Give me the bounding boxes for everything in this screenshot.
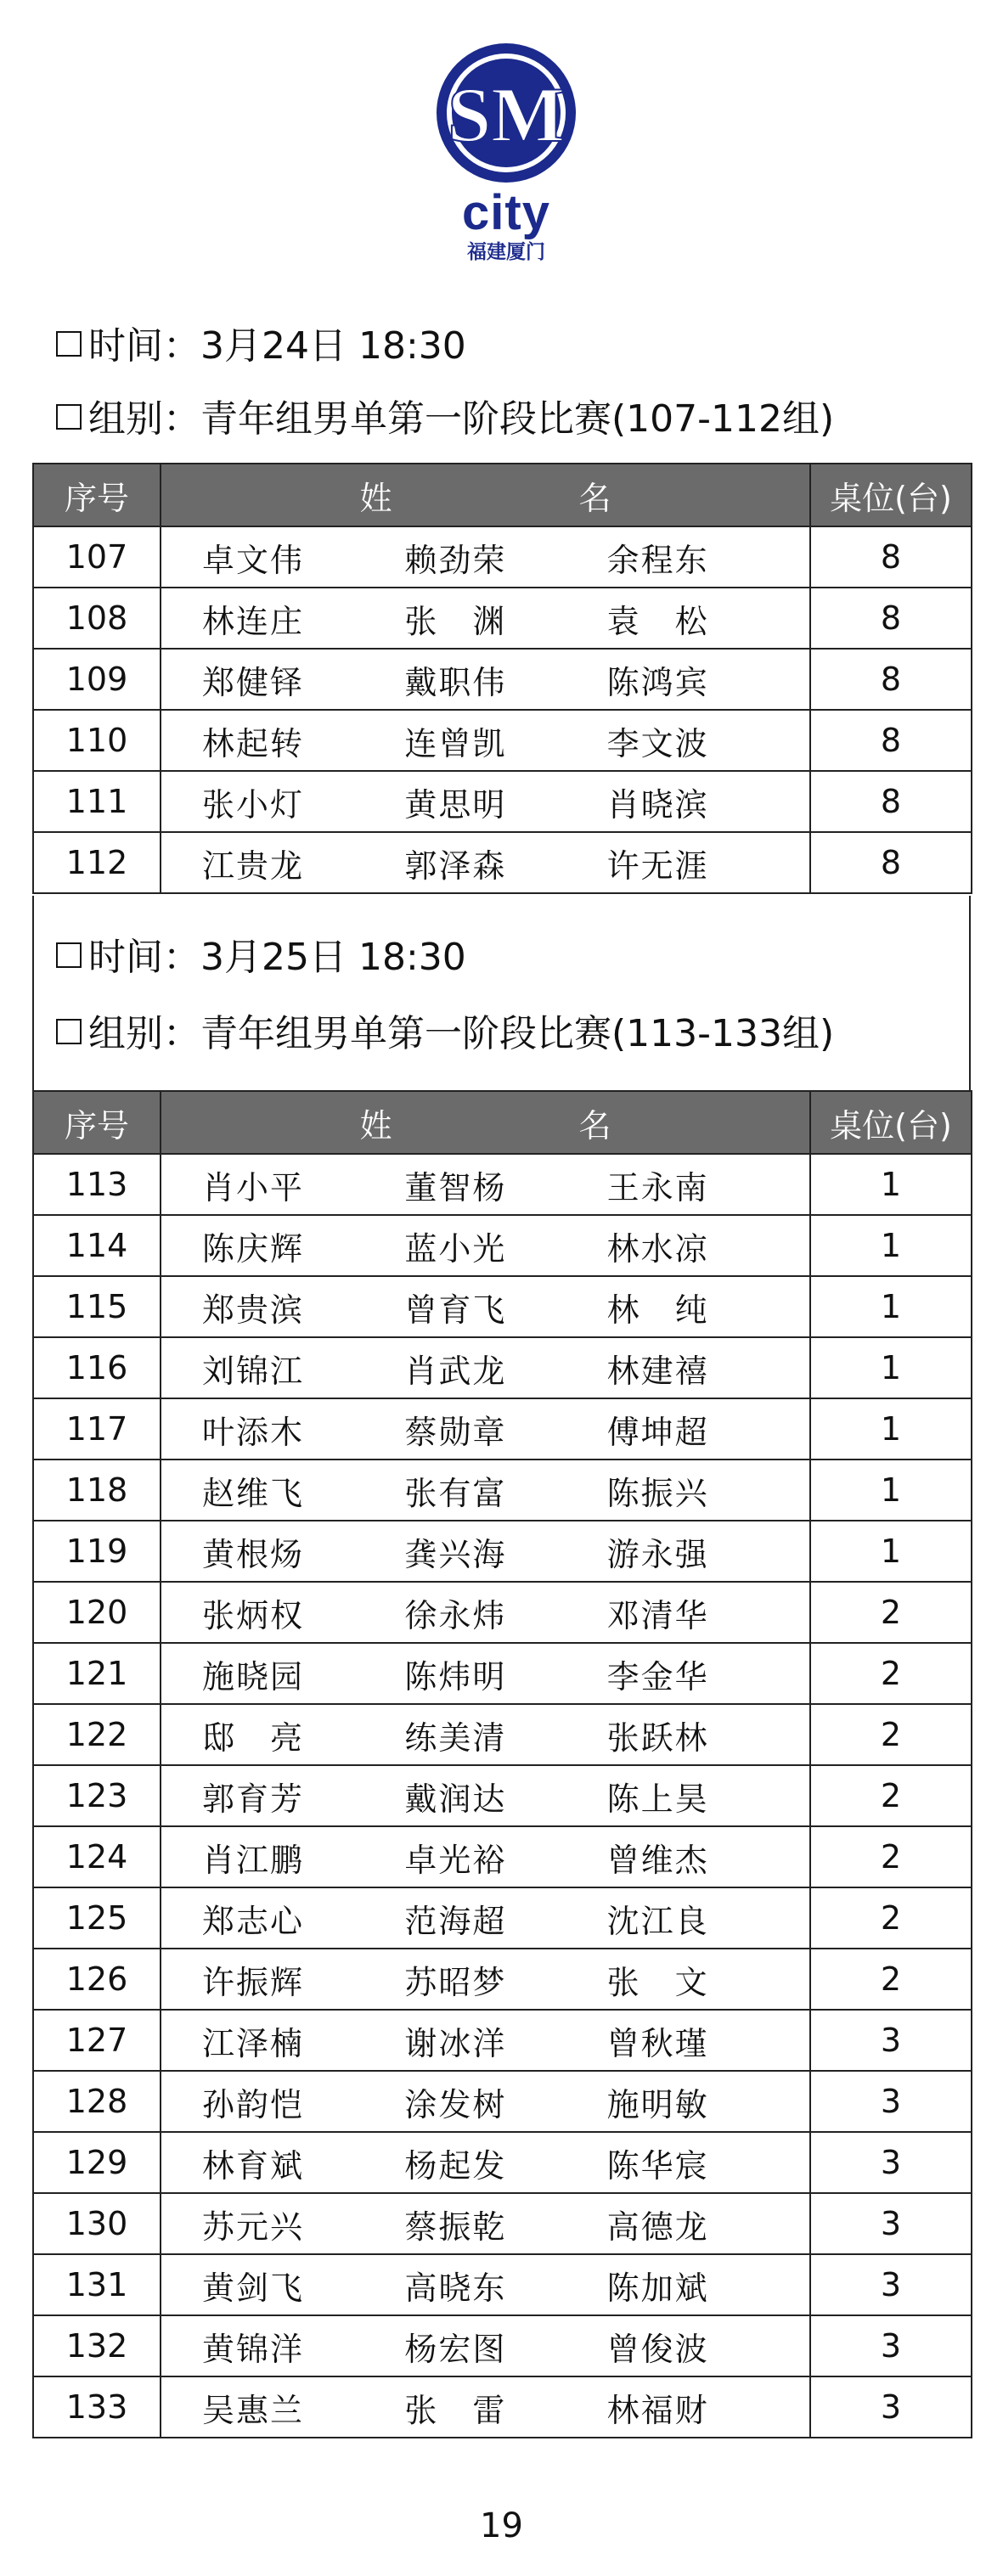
table-row: [33, 649, 972, 710]
player-name: 高晓东: [404, 2269, 507, 2307]
row-table-number: 2: [810, 1887, 972, 1949]
player-name: 叶添木: [202, 1413, 305, 1451]
player-name: 张 文: [606, 1963, 709, 2001]
table-row: [33, 1704, 972, 1765]
table-row: [33, 1887, 972, 1949]
table-row: [33, 1154, 972, 1215]
player-name: 傅坤超: [606, 1413, 709, 1451]
row-number: 132: [33, 2315, 161, 2376]
player-name: 张有富: [404, 1474, 507, 1512]
player-name: 李金华: [606, 1657, 709, 1696]
row-players: [161, 1276, 810, 1337]
row-table-number: 8: [810, 771, 972, 832]
row-number: 117: [33, 1398, 161, 1460]
table-row: [33, 526, 972, 588]
row-number: 126: [33, 1949, 161, 2010]
row-number: 118: [33, 1460, 161, 1521]
row-number: 128: [33, 2071, 161, 2132]
table-row: [33, 1582, 972, 1643]
row-players: [161, 1887, 810, 1949]
player-name: 李文波: [606, 724, 709, 762]
player-name: 连曾凯: [404, 724, 507, 762]
table-row: [33, 1765, 972, 1826]
row-table-number: 2: [810, 1643, 972, 1704]
row-players: [161, 1949, 810, 2010]
player-name: 张小灯: [202, 785, 305, 824]
row-table-number: 1: [810, 1337, 972, 1398]
table-row: [33, 1398, 972, 1460]
player-name: 练美清: [404, 1718, 507, 1757]
row-number: 116: [33, 1337, 161, 1398]
player-name: 邸 亮: [202, 1718, 305, 1757]
player-name: 施晓园: [202, 1657, 305, 1696]
player-name: 许振辉: [202, 1963, 305, 2001]
checkbox-icon: [56, 404, 82, 430]
header-table: 桌位(台): [810, 464, 972, 526]
row-table-number: 1: [810, 1460, 972, 1521]
row-players: [161, 2193, 810, 2254]
player-name: 沈江良: [606, 1902, 709, 1940]
player-name: 陈加斌: [606, 2269, 709, 2307]
sm-logo-icon: [434, 41, 578, 185]
row-table-number: 8: [810, 526, 972, 588]
row-table-number: 3: [810, 2315, 972, 2376]
row-players: [161, 1765, 810, 1826]
player-name: 杨起发: [404, 2146, 507, 2185]
player-name: 郭育芳: [202, 1780, 305, 1818]
player-name: 黄思明: [404, 785, 507, 824]
player-name: 张 渊: [404, 602, 507, 640]
table-row: [33, 1949, 972, 2010]
player-name: 江贵龙: [202, 846, 305, 885]
player-name: 曾俊波: [606, 2330, 709, 2368]
row-players: [161, 2071, 810, 2132]
player-name: 余程东: [606, 541, 709, 579]
player-name: 林 纯: [606, 1291, 709, 1329]
player-name: 刘锦江: [202, 1352, 305, 1390]
row-number: 109: [33, 649, 161, 710]
row-number: 133: [33, 2376, 161, 2438]
row-number: 108: [33, 588, 161, 649]
row-table-number: 8: [810, 832, 972, 893]
row-table-number: 2: [810, 1826, 972, 1887]
header-name: 姓 名: [161, 464, 810, 526]
player-name: 范海超: [404, 1902, 507, 1940]
player-name: 蔡振乾: [404, 2208, 507, 2246]
row-number: 114: [33, 1215, 161, 1276]
player-name: 黄根炀: [202, 1535, 305, 1573]
player-name: 黄剑飞: [202, 2269, 305, 2307]
row-number: 113: [33, 1154, 161, 1215]
table-header-row: [33, 464, 972, 526]
player-name: 张 雷: [404, 2391, 507, 2429]
player-name: 肖武龙: [404, 1352, 507, 1390]
row-number: 119: [33, 1521, 161, 1582]
row-table-number: 3: [810, 2010, 972, 2071]
row-players: [161, 771, 810, 832]
row-table-number: 3: [810, 2193, 972, 2254]
row-table-number: 2: [810, 1582, 972, 1643]
player-name: 孙韵恺: [202, 2085, 305, 2123]
svg-text:SM: SM: [448, 71, 565, 158]
table-row: [33, 1643, 972, 1704]
table-row: [33, 2193, 972, 2254]
row-table-number: 8: [810, 649, 972, 710]
table-row: [33, 2132, 972, 2193]
player-name: 蓝小光: [404, 1229, 507, 1268]
player-name: 赖劲荣: [404, 541, 507, 579]
player-name: 苏昭梦: [404, 1963, 507, 2001]
row-players: [161, 2254, 810, 2315]
header-no: 序号: [33, 464, 161, 526]
table-row: [33, 1460, 972, 1521]
row-number: 112: [33, 832, 161, 893]
player-name: 袁 松: [606, 602, 709, 640]
row-players: [161, 710, 810, 771]
section2-header-box: [32, 896, 971, 1091]
checkbox-icon: [56, 942, 82, 968]
row-number: 131: [33, 2254, 161, 2315]
checkbox-icon: [56, 331, 82, 357]
row-number: 123: [33, 1765, 161, 1826]
row-players: [161, 588, 810, 649]
row-table-number: 2: [810, 1765, 972, 1826]
player-name: 肖晓滨: [606, 785, 709, 824]
player-name: 肖江鹏: [202, 1841, 305, 1879]
player-name: 高德龙: [606, 2208, 709, 2246]
table-header-row: [33, 1091, 972, 1154]
table-row: [33, 2071, 972, 2132]
row-players: [161, 1826, 810, 1887]
player-name: 卓文伟: [202, 541, 305, 579]
row-number: 127: [33, 2010, 161, 2071]
player-name: 施明敏: [606, 2085, 709, 2123]
player-name: 陈上昊: [606, 1780, 709, 1818]
table-row: [33, 1276, 972, 1337]
row-table-number: 8: [810, 588, 972, 649]
row-players: [161, 1643, 810, 1704]
player-name: 林育斌: [202, 2146, 305, 2185]
row-number: 129: [33, 2132, 161, 2193]
row-table-number: 1: [810, 1154, 972, 1215]
row-number: 115: [33, 1276, 161, 1337]
section2-time: 时间：3月25日 18:30: [56, 932, 466, 983]
player-name: 卓光裕: [404, 1841, 507, 1879]
table-row: [33, 710, 972, 771]
player-name: 黄锦洋: [202, 2330, 305, 2368]
row-players: [161, 526, 810, 588]
player-name: 张跃林: [606, 1718, 709, 1757]
row-table-number: 1: [810, 1276, 972, 1337]
player-name: 郑贵滨: [202, 1291, 305, 1329]
player-name: 吴惠兰: [202, 2391, 305, 2429]
player-name: 戴职伟: [404, 663, 507, 701]
row-players: [161, 1154, 810, 1215]
row-number: 111: [33, 771, 161, 832]
player-name: 郑健铎: [202, 663, 305, 701]
player-name: 张炳权: [202, 1596, 305, 1634]
row-table-number: 3: [810, 2132, 972, 2193]
row-table-number: 3: [810, 2376, 972, 2438]
table-row: [33, 1826, 972, 1887]
row-number: 107: [33, 526, 161, 588]
player-name: 游永强: [606, 1535, 709, 1573]
player-name: 龚兴海: [404, 1535, 507, 1573]
logo-city-text: city: [462, 185, 550, 240]
player-name: 蔡勋章: [404, 1413, 507, 1451]
header-name: 姓 名: [161, 1091, 810, 1154]
player-name: 董智杨: [404, 1168, 507, 1206]
player-name: 肖小平: [202, 1168, 305, 1206]
checkbox-icon: [56, 1019, 82, 1044]
row-players: [161, 1215, 810, 1276]
player-name: 涂发树: [404, 2085, 507, 2123]
header-table: 桌位(台): [810, 1091, 972, 1154]
row-number: 130: [33, 2193, 161, 2254]
row-players: [161, 649, 810, 710]
page-number: 19: [480, 2506, 523, 2545]
table-row: [33, 1521, 972, 1582]
player-name: 郭泽森: [404, 846, 507, 885]
row-players: [161, 1337, 810, 1398]
section2-group: 组别：青年组男单第一阶段比赛(113-133组): [56, 1009, 834, 1060]
player-name: 陈华宸: [606, 2146, 709, 2185]
player-name: 陈炜明: [404, 1657, 507, 1696]
player-name: 陈振兴: [606, 1474, 709, 1512]
player-name: 陈鸿宾: [606, 663, 709, 701]
row-number: 125: [33, 1887, 161, 1949]
player-name: 曾秋瑾: [606, 2024, 709, 2062]
player-name: 王永南: [606, 1168, 709, 1206]
row-players: [161, 1582, 810, 1643]
row-number: 124: [33, 1826, 161, 1887]
row-number: 110: [33, 710, 161, 771]
row-table-number: 1: [810, 1521, 972, 1582]
schedule-table-2: [32, 1090, 972, 2438]
row-players: [161, 1704, 810, 1765]
row-players: [161, 2315, 810, 2376]
table-row: [33, 2315, 972, 2376]
table-row: [33, 2376, 972, 2438]
row-players: [161, 2132, 810, 2193]
header-no: 序号: [33, 1091, 161, 1154]
player-name: 邓清华: [606, 1596, 709, 1634]
schedule-table-1: [32, 463, 972, 894]
table-row: [33, 832, 972, 893]
sm-city-logo: [430, 41, 583, 265]
row-number: 121: [33, 1643, 161, 1704]
player-name: 林建禧: [606, 1352, 709, 1390]
player-name: 曾维杰: [606, 1841, 709, 1879]
row-table-number: 8: [810, 710, 972, 771]
row-players: [161, 1521, 810, 1582]
player-name: 徐永炜: [404, 1596, 507, 1634]
row-players: [161, 832, 810, 893]
player-name: 苏元兴: [202, 2208, 305, 2246]
row-players: [161, 2010, 810, 2071]
player-name: 郑志心: [202, 1902, 305, 1940]
section1-time: 时间：3月24日 18:30: [56, 321, 466, 372]
table-row: [33, 588, 972, 649]
row-players: [161, 1460, 810, 1521]
row-table-number: 2: [810, 1949, 972, 2010]
table-row: [33, 2010, 972, 2071]
player-name: 林福财: [606, 2391, 709, 2429]
row-table-number: 2: [810, 1704, 972, 1765]
table-row: [33, 771, 972, 832]
row-number: 120: [33, 1582, 161, 1643]
player-name: 戴润达: [404, 1780, 507, 1818]
row-table-number: 3: [810, 2254, 972, 2315]
row-players: [161, 2376, 810, 2438]
player-name: 许无涯: [606, 846, 709, 885]
row-players: [161, 1398, 810, 1460]
player-name: 杨宏图: [404, 2330, 507, 2368]
table-row: [33, 2254, 972, 2315]
table-row: [33, 1215, 972, 1276]
player-name: 林连庄: [202, 602, 305, 640]
row-number: 122: [33, 1704, 161, 1765]
row-table-number: 1: [810, 1398, 972, 1460]
player-name: 陈庆辉: [202, 1229, 305, 1268]
logo-location-text: 福建厦门: [467, 241, 545, 263]
row-table-number: 1: [810, 1215, 972, 1276]
player-name: 林起转: [202, 724, 305, 762]
section1-group: 组别：青年组男单第一阶段比赛(107-112组): [56, 394, 834, 445]
row-table-number: 3: [810, 2071, 972, 2132]
table-row: [33, 1337, 972, 1398]
player-name: 江泽楠: [202, 2024, 305, 2062]
player-name: 谢冰洋: [404, 2024, 507, 2062]
player-name: 林水凉: [606, 1229, 709, 1268]
player-name: 曾育飞: [404, 1291, 507, 1329]
player-name: 赵维飞: [202, 1474, 305, 1512]
